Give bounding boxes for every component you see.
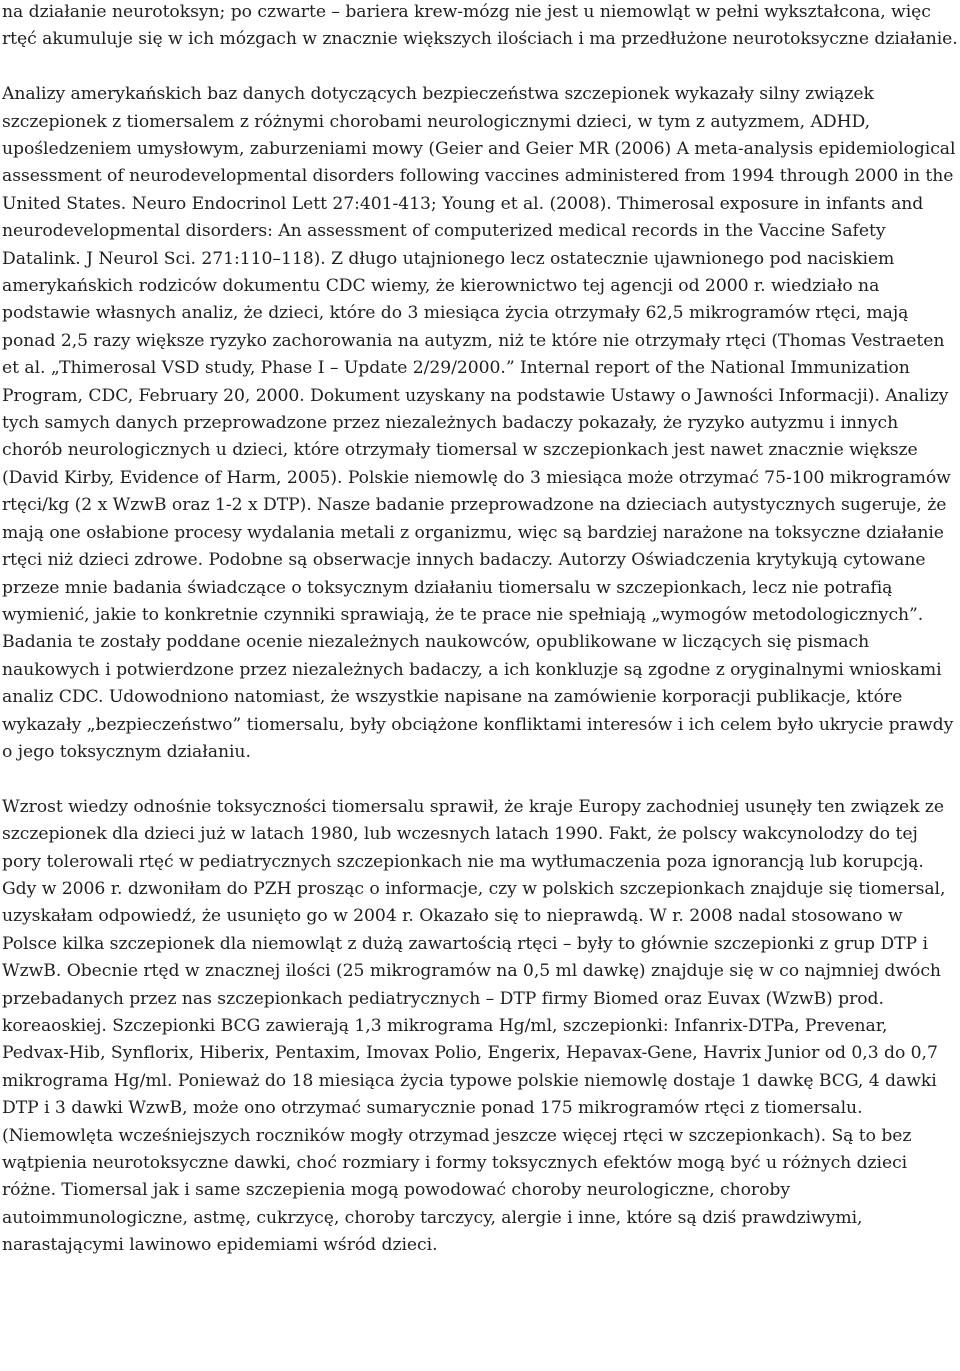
paragraph-europe-thimerosal: Wzrost wiedzy odnośnie toksyczności tiomersalu sprawił, że kraje Europy zachodniej usunęły ten związek ze szczepionek dla dzieci już w latach 1980, lub wczesnych latach 1990. Fakt, że polscy wakcynolodzy do tej pory tolerowali rtęć w pediatrycznych szczepionkach nie ma wytłumaczenia poza ignorancją lub korupcją. Gdy w 2006 r. dzwoniłam do PZH prosząc o informacje, czy w polskich szczepionkach znajduje się tiomersal, uzyskałam odpowiedź, że usunięto go w 2004 r. Okazało się to nieprawdą. W r. 2008 nadal stosowano w Polsce kilka szczepionek dla niemowląt z dużą zawartością rtęci – były to głównie szczepionki z grup DTP i WzwB. Obecnie rtęd w znacznej ilości (25 mikrogramów na 0,5 ml dawkę) znajduje się w co najmniej dwóch przebadanych przez nas szczepionkach pediatrycznych – DTP firmy Biomed oraz Euvax (WzwB) prod. koreaoskiej. Szczepionki BCG zawierają 1,3 mikrograma Hg/ml, szczepionki: Infanrix-DTPa, Prevenar, Pedvax-Hib, Synflorix, Hiberix, Pentaxim, Imovax Polio, Engerix, Hepavax-Gene, Havrix Junior od 0,3 do 0,7 mikrograma Hg/ml. Ponieważ do 18 miesiąca życia typowe polskie niemowlę dostaje 1 dawkę BCG, 4 dawki DTP i 3 dawki WzwB, może ono otrzymać sumarycznie ponad 175 mikrogramów rtęci z tiomersalu. (Niemowlęta wcześniejszych roczników mogły otrzymad jeszcze więcej rtęci w szczepionkach). Są to bez wątpienia neurotoksyczne dawki, choć rozmiary i formy toksycznych efektów mogą być u różnych dzieci różne. Tiomersal jak i same szczepienia mogą powodować choroby neurologiczne, choroby autoimmunologiczne, astmę, cukrzycę, choroby tarczycy, alergie i inne, które są dziś prawdziwymi, narastającymi lawinowo epidemiami wśród dzieci. [2, 796, 946, 1256]
document-page [2, 0, 958, 1260]
paragraph-spacer [2, 766, 958, 793]
paragraph-intro: na działanie neurotoksyn; po czwarte – bariera krew-mózg nie jest u niemowląt w pełni wykształcona, więc rtęć akumuluje się w ich mózgach w znacznie większych ilościach i ma przedłużone neurotoksyczne działanie. [2, 2, 958, 50]
paragraph-us-databases: Analizy amerykańskich baz danych dotyczących bezpieczeństwa szczepionek wykazały silny związek szczepionek z tiomersalem z różnymi chorobami neurologicznymi dzieci, w tym z autyzmem, ADHD, upośledzeniem umysłowym, zaburzeniami mowy (Geier and Geier MR (2006) A meta-analysis epidemiological assessment of neurodevelopmental disorders following vaccines administered from 1994 through 2000 in the United States. Neuro Endocrinol Lett 27:401-413; Young et al. (2008). Thimerosal exposure in infants and neurodevelopmental disorders: An assessment of computerized medical records in the Vaccine Safety Datalink. J Neurol Sci. 271:110–118). Z długo utajnionego lecz ostatecznie ujawnionego pod naciskiem amerykańskich rodziców dokumentu CDC wiemy, że kierownictwo tej agencji od 2000 r. wiedziało na podstawie własnych analiz, że dzieci, które do 3 miesiąca życia otrzymały 62,5 mikrogramów rtęci, mają ponad 2,5 razy większe ryzyko zachorowania na autyzm, niż te które nie otrzymały rtęci (Thomas Vestraeten et al. „Thimerosal VSD study, Phase I – Update 2/29/2000.” Internal report of the National Immunization Program, CDC, February 20, 2000. Dokument uzyskany na podstawie Ustawy o Jawności Informacji). Analizy tych samych danych przeprowadzone przez niezależnych badaczy pokazały, że ryzyko autyzmu i innych chorób neurologicznych u dzieci, które otrzymały tiomersal w szczepionkach jest nawet znacznie większe (David Kirby, Evidence of Harm, 2005). Polskie niemowlę do 3 miesiąca może otrzymać 75-100 mikrogramów rtęci/kg (2 x WzwB oraz 1-2 x DTP). Nasze badanie przeprowadzone na dzieciach autystycznych sugeruje, że mają one osłabione procesy wydalania metali z organizmu, więc są bardziej narażone na toksyczne działanie rtęci niż dzieci zdrowe. Podobne są obserwacje innych badaczy. Autorzy Oświadczenia krytykują cytowane przeze mnie badania świadczące o toksycznym działaniu tiomersalu w szczepionkach, lecz nie potrafią wymienić, jakie to konkretnie czynniki sprawiają, że te prace nie spełniają „wymogów metodologicznych”. Badania te zostały poddane ocenie niezależnych naukowców, opublikowane w liczących się pismach naukowych i potwierdzone przez niezależnych badaczy, a ich konkluzje są zgodne z oryginalnymi wnioskami analiz CDC. Udowodniono natomiast, że wszystkie napisane na zamówienie korporacji publikacje, które wykazały „bezpieczeństwo” tiomersalu, były obciążone konfliktami interesów i ich celem było ukrycie prawdy o jego toksycznym działaniu. [2, 84, 956, 762]
paragraph-spacer [2, 54, 958, 81]
